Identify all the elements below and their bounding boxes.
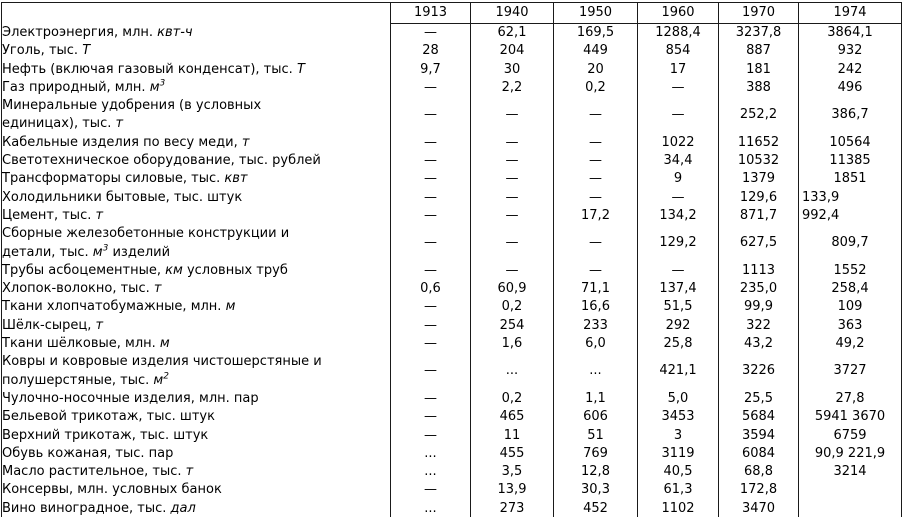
value-cell-1950: 449 xyxy=(554,42,638,60)
value-cell-1974: 11385 xyxy=(799,152,902,170)
value-cell-1940: 30 xyxy=(471,61,554,79)
value-cell-1913: — xyxy=(391,24,471,43)
value-cell-1960: — xyxy=(638,189,719,207)
value-cell-1940: 204 xyxy=(471,42,554,60)
row-label: Обувь кожаная, тыс. пар xyxy=(2,445,174,461)
value-cell-1940: 0,2 xyxy=(471,390,554,408)
value-cell-1974: 1851 xyxy=(799,170,902,188)
table-row xyxy=(2,24,902,43)
table-row xyxy=(2,445,902,463)
row-label: Хлопок-волокно, тыс. т xyxy=(2,281,162,297)
value-cell-1940: 455 xyxy=(471,445,554,463)
table-body xyxy=(2,24,902,517)
value-cell-1950: 51 xyxy=(554,427,638,445)
value-cell-1970: 235,0 xyxy=(719,280,799,298)
value-cell-1974: 242 xyxy=(799,61,902,79)
value-cell-1974: 49,2 xyxy=(799,335,902,353)
value-cell-1913: — xyxy=(391,79,471,97)
value-cell-1950: 71,1 xyxy=(554,280,638,298)
value-cell-1970: 1379 xyxy=(719,170,799,188)
value-cell-1960: 9 xyxy=(638,170,719,188)
table-header xyxy=(2,3,902,24)
value-cell-1960: 137,4 xyxy=(638,280,719,298)
year-header-1974: 1974 xyxy=(799,3,902,24)
value-cell-1970: 871,7 xyxy=(719,207,799,225)
value-cell-1950: 169,5 xyxy=(554,24,638,43)
value-cell-1950: — xyxy=(554,262,638,280)
value-cell-1970: 252,2 xyxy=(719,97,799,134)
value-cell-1960: 5,0 xyxy=(638,390,719,408)
value-cell-1970: 3470 xyxy=(719,500,799,517)
row-label: Уголь, тыс. Т xyxy=(2,43,91,59)
value-cell-1974 xyxy=(799,481,902,499)
table-row xyxy=(2,353,902,390)
value-cell-1940: — xyxy=(471,225,554,262)
row-label: Холодильники бытовые, тыс. штук xyxy=(2,189,243,205)
value-cell-1913: ... xyxy=(391,500,471,517)
value-cell-1950: — xyxy=(554,152,638,170)
year-header-1913: 1913 xyxy=(391,3,471,24)
value-cell-1950: 20 xyxy=(554,61,638,79)
value-cell-1960: 421,1 xyxy=(638,353,719,390)
row-label: Вино виноградное, тыс. дал xyxy=(2,500,196,516)
value-cell-1974: 90,9 221,9 xyxy=(799,445,902,463)
header-row xyxy=(2,3,902,24)
value-cell-1913: 0,6 xyxy=(391,280,471,298)
value-cell-1913: — xyxy=(391,390,471,408)
value-cell-1970: 43,2 xyxy=(719,335,799,353)
value-cell-1974: 3727 xyxy=(799,353,902,390)
table-row xyxy=(2,463,902,481)
value-cell-1960: 134,2 xyxy=(638,207,719,225)
table-row xyxy=(2,262,902,280)
year-header-1970: 1970 xyxy=(719,3,799,24)
value-cell-1970: 25,5 xyxy=(719,390,799,408)
value-cell-1913: ... xyxy=(391,445,471,463)
value-cell-1960: 17 xyxy=(638,61,719,79)
value-cell-1913: ... xyxy=(391,463,471,481)
value-cell-1960: 129,2 xyxy=(638,225,719,262)
value-cell-1974: 133,9 xyxy=(799,189,902,207)
row-label: Ковры и ковровые изделия чистошерстяные и полушерстяные, тыс. $м^2$ xyxy=(2,354,322,388)
value-cell-1960: 51,5 xyxy=(638,298,719,316)
value-cell-1950: ... xyxy=(554,353,638,390)
table-row xyxy=(2,335,902,353)
value-cell-1913: — xyxy=(391,225,471,262)
row-label: Консервы, млн. условных банок xyxy=(2,482,222,498)
value-cell-1960: 61,3 xyxy=(638,481,719,499)
value-cell-1970: 181 xyxy=(719,61,799,79)
value-cell-1913: 9,7 xyxy=(391,61,471,79)
value-cell-1940: — xyxy=(471,207,554,225)
value-cell-1950: 769 xyxy=(554,445,638,463)
value-cell-1960: 3119 xyxy=(638,445,719,463)
value-cell-1950: 12,8 xyxy=(554,463,638,481)
value-cell-1950: 1,1 xyxy=(554,390,638,408)
value-cell-1950: 6,0 xyxy=(554,335,638,353)
value-cell-1913: 28 xyxy=(391,42,471,60)
value-cell-1940: — xyxy=(471,262,554,280)
table-row xyxy=(2,225,902,262)
value-cell-1950: 17,2 xyxy=(554,207,638,225)
value-cell-1970: 172,8 xyxy=(719,481,799,499)
value-cell-1950: 452 xyxy=(554,500,638,517)
value-cell-1970: 3226 xyxy=(719,353,799,390)
value-cell-1940: 2,2 xyxy=(471,79,554,97)
year-header-1960: 1960 xyxy=(638,3,719,24)
value-cell-1970: 1113 xyxy=(719,262,799,280)
row-label: Цемент, тыс. т xyxy=(2,207,104,223)
table-row xyxy=(2,207,902,225)
value-cell-1940: 254 xyxy=(471,317,554,335)
table-row xyxy=(2,481,902,499)
value-cell-1974: 3214 xyxy=(799,463,902,481)
table-row xyxy=(2,79,902,97)
value-cell-1940: — xyxy=(471,134,554,152)
value-cell-1974: 992,4 xyxy=(799,207,902,225)
value-cell-1970: 3237,8 xyxy=(719,24,799,43)
value-cell-1913: — xyxy=(391,408,471,426)
value-cell-1940: 0,2 xyxy=(471,298,554,316)
value-cell-1950: 16,6 xyxy=(554,298,638,316)
row-label: Шёлк-сырец, т xyxy=(2,317,104,333)
value-cell-1950: 606 xyxy=(554,408,638,426)
table-row xyxy=(2,427,902,445)
table-row xyxy=(2,500,902,517)
value-cell-1970: 6084 xyxy=(719,445,799,463)
value-cell-1974: 3864,1 xyxy=(799,24,902,43)
value-cell-1970: 322 xyxy=(719,317,799,335)
row-label: Минеральные удобрения (в условных единицах), тыс. т xyxy=(2,98,262,132)
value-cell-1950: — xyxy=(554,189,638,207)
value-cell-1950: 233 xyxy=(554,317,638,335)
value-cell-1970: 887 xyxy=(719,42,799,60)
value-cell-1974: 109 xyxy=(799,298,902,316)
value-cell-1970: 11652 xyxy=(719,134,799,152)
table-row xyxy=(2,390,902,408)
value-cell-1913: — xyxy=(391,298,471,316)
value-cell-1974: 10564 xyxy=(799,134,902,152)
value-cell-1950: — xyxy=(554,134,638,152)
table-row xyxy=(2,97,902,134)
value-cell-1950: 0,2 xyxy=(554,79,638,97)
table-row xyxy=(2,152,902,170)
value-cell-1913: — xyxy=(391,97,471,134)
row-label: Сборные железобетонные конструкции и детали, тыс. $м^3$ изделий xyxy=(2,226,290,260)
value-cell-1940: — xyxy=(471,189,554,207)
value-cell-1960: 25,8 xyxy=(638,335,719,353)
value-cell-1974: 932 xyxy=(799,42,902,60)
year-header-1950: 1950 xyxy=(554,3,638,24)
value-cell-1960: — xyxy=(638,97,719,134)
value-cell-1960: 1102 xyxy=(638,500,719,517)
value-cell-1913: — xyxy=(391,189,471,207)
value-cell-1913: — xyxy=(391,152,471,170)
value-cell-1940: ... xyxy=(471,353,554,390)
row-label: Трубы асбоцементные, км условных труб xyxy=(2,262,288,278)
table-row xyxy=(2,298,902,316)
value-cell-1940: 13,9 xyxy=(471,481,554,499)
value-cell-1960: — xyxy=(638,79,719,97)
value-cell-1913: — xyxy=(391,335,471,353)
value-cell-1974: 6759 xyxy=(799,427,902,445)
value-cell-1960: 3453 xyxy=(638,408,719,426)
value-cell-1950: — xyxy=(554,97,638,134)
value-cell-1950: — xyxy=(554,225,638,262)
value-cell-1960: 34,4 xyxy=(638,152,719,170)
value-cell-1950: 30,3 xyxy=(554,481,638,499)
row-label: Трансформаторы силовые, тыс. квт xyxy=(2,171,248,187)
table-row xyxy=(2,170,902,188)
value-cell-1960: 3 xyxy=(638,427,719,445)
row-label: Бельевой трикотаж, тыс. штук xyxy=(2,409,215,425)
value-cell-1974: 258,4 xyxy=(799,280,902,298)
value-cell-1970: 99,9 xyxy=(719,298,799,316)
value-cell-1913: — xyxy=(391,317,471,335)
value-cell-1960: — xyxy=(638,262,719,280)
value-cell-1970: 5684 xyxy=(719,408,799,426)
table-row xyxy=(2,189,902,207)
value-cell-1940: — xyxy=(471,97,554,134)
value-cell-1940: — xyxy=(471,170,554,188)
value-cell-1913: — xyxy=(391,134,471,152)
value-cell-1974: 496 xyxy=(799,79,902,97)
production-statistics-table xyxy=(1,2,902,517)
value-cell-1913: — xyxy=(391,481,471,499)
row-label: Чулочно-носочные изделия, млн. пар xyxy=(2,390,259,406)
table-row xyxy=(2,42,902,60)
value-cell-1974: 1552 xyxy=(799,262,902,280)
row-label: Верхний трикотаж, тыс. штук xyxy=(2,427,209,443)
value-cell-1940: 3,5 xyxy=(471,463,554,481)
value-cell-1970: 388 xyxy=(719,79,799,97)
value-cell-1940: 465 xyxy=(471,408,554,426)
value-cell-1940: 11 xyxy=(471,427,554,445)
table-row xyxy=(2,134,902,152)
row-label: Газ природный, млн. $м^3$ xyxy=(2,78,166,95)
value-cell-1940: 60,9 xyxy=(471,280,554,298)
value-cell-1960: 40,5 xyxy=(638,463,719,481)
value-cell-1974: 386,7 xyxy=(799,97,902,134)
table-row xyxy=(2,317,902,335)
value-cell-1960: 292 xyxy=(638,317,719,335)
value-cell-1960: 854 xyxy=(638,42,719,60)
value-cell-1974: 27,8 xyxy=(799,390,902,408)
table-row xyxy=(2,61,902,79)
value-cell-1950: — xyxy=(554,170,638,188)
row-label: Нефть (включая газовый конденсат), тыс. Т xyxy=(2,61,305,77)
value-cell-1970: 10532 xyxy=(719,152,799,170)
row-label: Кабельные изделия по весу меди, т xyxy=(2,134,250,150)
value-cell-1940: 1,6 xyxy=(471,335,554,353)
value-cell-1913: — xyxy=(391,353,471,390)
row-label: Масло растительное, тыс. т xyxy=(2,464,194,480)
value-cell-1940: — xyxy=(471,152,554,170)
value-cell-1974: 5941 3670 xyxy=(799,408,902,426)
value-cell-1970: 627,5 xyxy=(719,225,799,262)
value-cell-1913: — xyxy=(391,427,471,445)
row-label: Электроэнергия, млн. квт-ч xyxy=(2,24,193,40)
value-cell-1960: 1288,4 xyxy=(638,24,719,43)
row-label: Светотехническое оборудование, тыс. рублей xyxy=(2,153,321,169)
value-cell-1974: 809,7 xyxy=(799,225,902,262)
value-cell-1960: 1022 xyxy=(638,134,719,152)
table-row xyxy=(2,408,902,426)
year-header-1940: 1940 xyxy=(471,3,554,24)
value-cell-1940: 62,1 xyxy=(471,24,554,43)
value-cell-1974 xyxy=(799,500,902,517)
value-cell-1974: 363 xyxy=(799,317,902,335)
value-cell-1913: — xyxy=(391,170,471,188)
value-cell-1940: 273 xyxy=(471,500,554,517)
table-row xyxy=(2,280,902,298)
value-cell-1970: 68,8 xyxy=(719,463,799,481)
value-cell-1970: 3594 xyxy=(719,427,799,445)
value-cell-1913: — xyxy=(391,207,471,225)
row-label: Ткани шёлковые, млн. м xyxy=(2,336,170,352)
value-cell-1913: — xyxy=(391,262,471,280)
row-label: Ткани хлопчатобумажные, млн. м xyxy=(2,299,236,315)
value-cell-1970: 129,6 xyxy=(719,189,799,207)
corner-cell xyxy=(2,3,391,24)
